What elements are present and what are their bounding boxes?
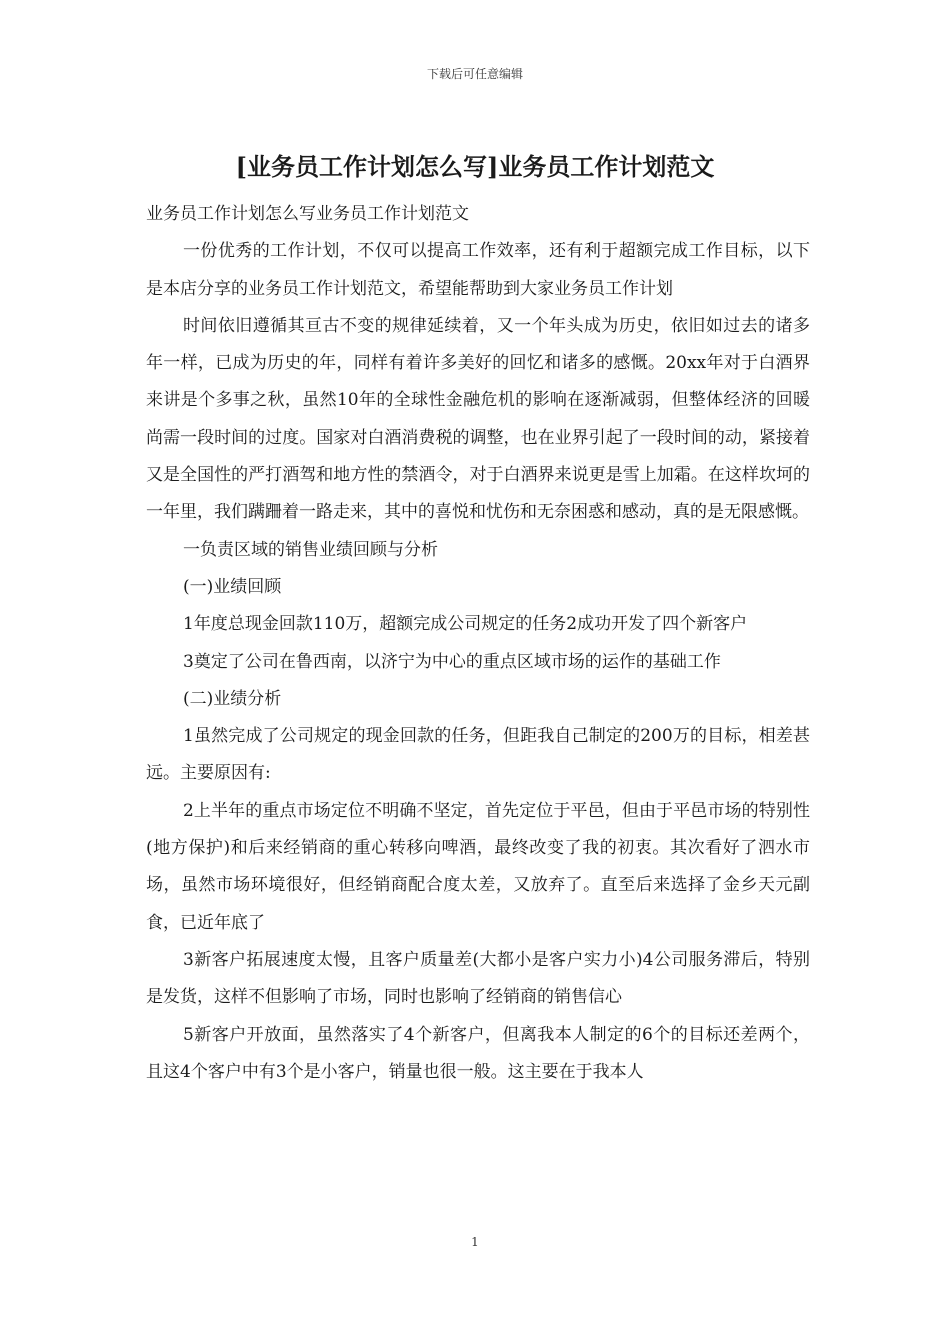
paragraph: 5新客户开放面，虽然落实了4个新客户，但离我本人制定的6个的目标还差两个，且这4个客户中有3个是小客户，销量也很一般。这主要在于我本人 (146, 1024, 810, 1082)
paragraph: 一份优秀的工作计划，不仅可以提高工作效率，还有利于超额完成工作目标，以下是本店分享的业务员工作计划范文，希望能帮助到大家业务员工作计划 (146, 241, 810, 299)
subsection-heading: (一)业绩回顾 (183, 576, 282, 597)
document-body (146, 196, 810, 1091)
paragraph: 业务员工作计划怎么写业务员工作计划范文 (146, 204, 469, 224)
paragraph: 1年度总现金回款110万，超额完成公司规定的任务2成功开发了四个新客户 (183, 614, 748, 635)
section-heading: 一负责区域的销售业绩回顾与分析 (183, 539, 438, 560)
paragraph: 2上半年的重点市场定位不明确不坚定，首先定位于平邑，但由于平邑市场的特别性(地方保护)和后来经销商的重心转移向啤酒，最终改变了我的初衷。其次看好了泗水市场，虽然市场环境很好，但经销商配合度太差，又放弃了。直至后来选择了金乡天元副食，已近年底了 (146, 800, 810, 933)
paragraph: 3新客户拓展速度太慢，且客户质量差(大都小是客户实力小)4公司服务滞后，特别是发货，这样不但影响了市场，同时也影响了经销商的销售信心 (146, 949, 810, 1008)
paragraph: 3奠定了公司在鲁西南，以济宁为中心的重点区域市场的运作的基础工作 (183, 651, 721, 672)
header-note: 下载后可任意编辑 (426, 67, 523, 81)
paragraph: 1虽然完成了公司规定的现金回款的任务，但距我自己制定的200万的目标，相差甚远。主要原因有: (146, 726, 810, 784)
page-number: 1 (471, 1235, 479, 1249)
subsection-heading: (二)业绩分析 (183, 688, 282, 709)
paragraph: 时间依旧遵循其亘古不变的规律延续着，又一个年头成为历史，依旧如过去的诸多年一样，已成为历史的年，同样有着许多美好的回忆和诸多的感慨。20xx年对于白酒界来讲是个多事之秋，虽然10年的全球性金融危机的影响在逐渐减弱，但整体经济的回暖尚需一段时间的过度。国家对白酒消费税的调整，也在业界引起了一段时间的动，紧接着又是全国性的严打酒驾和地方性的禁酒令，对于白酒界来说更是雪上加霜。在这样坎坷的一年里，我们蹒跚着一路走来，其中的喜悦和忧伤和无奈困惑和感动，真的是无限感慨。 (146, 315, 810, 523)
document-title: [业务员工作计划怎么写]业务员工作计划范文 (235, 152, 715, 181)
